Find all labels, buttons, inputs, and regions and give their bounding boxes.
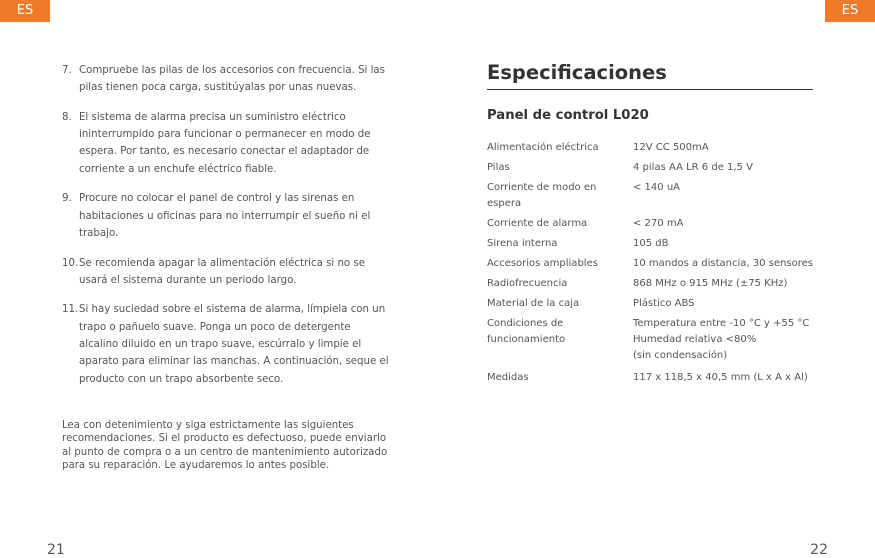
title-divider [487,89,813,90]
spec-value: 868 MHz o 915 MHz (±75 KHz) [633,278,788,289]
spec-key: Corriente de alarma [487,218,588,229]
spec-key: Corriente de modo en espera [487,182,597,209]
spec-value: < 270 mA [633,218,684,229]
list-item [62,109,392,178]
spec-value: < 140 uA [633,182,681,193]
list-item [62,301,392,387]
spec-value: Temperatura entre -10 °C y +55 °C Humedad relativa <80% (sin condensación) [633,318,810,361]
item-number: 10. [62,257,79,269]
item-number: 9. [62,193,72,205]
spec-row [487,316,822,364]
item-text: El sistema de alarma precisa un suministro eléctrico ininterrumpido para funcionar o permanecer en modo de espera. Por tanto, es necesario conectar el adaptador de corriente a un enchufe eléctrico fiable. [79,111,371,175]
spec-key: Medidas [487,372,529,383]
item-number: 11. [62,304,79,316]
spec-key: Material de la caja [487,298,580,309]
spec-value: 105 dB [633,238,669,249]
spec-key: Alimentación eléctrica [487,142,599,153]
spec-value: 12V CC 500mA [633,142,709,153]
spec-key: Pilas [487,162,510,173]
spec-row [487,256,822,272]
spec-row [487,236,822,252]
spec-key: Condiciones de funcionamiento [487,318,566,345]
item-text: Si hay suciedad sobre el sistema de alarma, límpiela con un trapo o pañuelo suave. Ponga un poco de detergente alcalino diluido en un trapo suave, escúrralo y limpie el aparato para eliminar las manchas. A continuación, seque el producto con un trapo absorbente seco. [79,304,389,385]
repair-note: Lea con detenimiento y siga estrictamente las siguientes recomendaciones. Si el producto es defectuoso, puede enviarlo al punto de compra o a un centro de mantenimiento autorizado para su reparación. Le ayudaremos lo antes posible. [62,420,388,471]
spec-key: Accesorios ampliables [487,258,598,269]
spec-row [487,370,822,386]
spec-value: 4 pilas AA LR 6 de 1,5 V [633,162,753,173]
spec-value: 117 x 118,5 x 40,5 mm (L x A x Al) [633,372,808,383]
spec-row [487,180,822,212]
spec-key: Radiofrecuencia [487,278,568,289]
list-item [62,255,392,290]
item-text: Compruebe las pilas de los accesorios con frecuencia. Si las pilas tienen poca carga, sustitúyalas por unas nuevas. [79,65,385,94]
section-title: Panel de control L020 [487,108,649,123]
item-text: Procure no colocar el panel de control y las sirenas en habitaciones u oficinas para no interrumpir el sueño ni el trabajo. [79,193,371,239]
spec-row [487,296,822,312]
language-tab-left: ES [0,0,50,22]
spec-row [487,160,822,176]
list-item [62,62,392,97]
item-number: 8. [62,111,72,123]
page-number-left: 21 [47,542,65,558]
spec-row [487,216,822,232]
page-title: Especificaciones [487,61,667,84]
page-number-right: 22 [810,542,828,558]
care-instructions-list [62,62,392,400]
item-text: Se recomienda apagar la alimentación eléctrica si no se usará el sistema durante un periodo largo. [79,257,365,286]
spec-value: 10 mandos a distancia, 30 sensores [633,258,813,269]
spec-value: Plástico ABS [633,298,695,309]
spec-row [487,140,822,156]
spec-key: Sirena interna [487,238,558,249]
spec-row [487,276,822,292]
specs-table [487,140,822,390]
item-number: 7. [62,65,72,76]
list-item [62,190,392,242]
language-tab-right: ES [825,0,875,22]
